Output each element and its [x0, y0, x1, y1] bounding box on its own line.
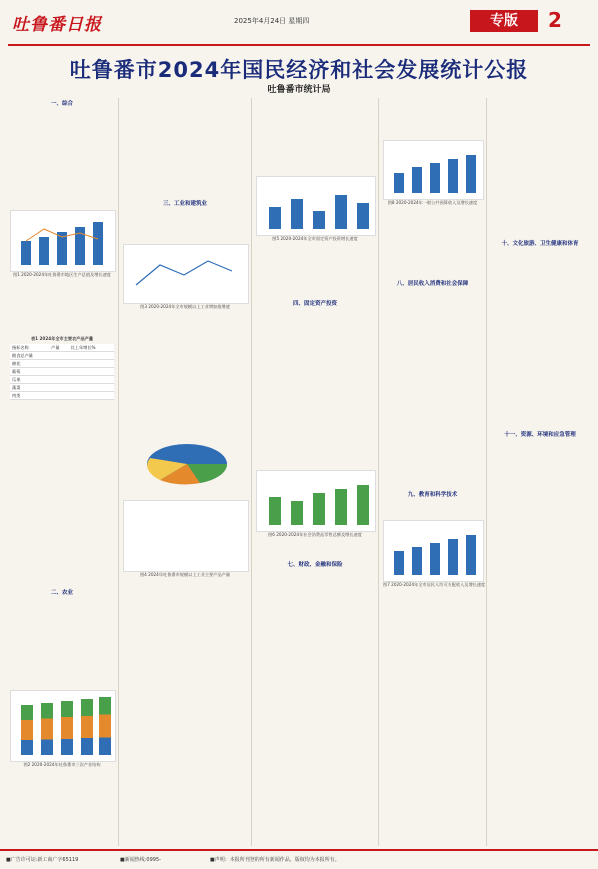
table-cell: 粮食总产量	[10, 352, 49, 360]
chart-bar	[430, 543, 440, 575]
chart-gdp	[10, 210, 116, 272]
section-heading: 一、综合	[50, 101, 73, 107]
chart-bar	[21, 705, 33, 755]
footer-statement: ■声明：本报所刊登的所有新闻作品，版权均为本报所有。	[210, 857, 340, 863]
chart-investment	[256, 176, 376, 236]
section-heading: 十、文化旅游、卫生健康和体育	[501, 241, 579, 247]
chart-growth-line	[124, 245, 248, 303]
table-row	[10, 384, 114, 392]
table-cell: 瓜果	[10, 376, 49, 384]
figure-caption: 图2 2020-2024年吐鲁番市三次产业结构	[23, 762, 101, 767]
section-tag: 专版	[470, 10, 538, 32]
column-divider	[251, 98, 252, 846]
chart-bar	[448, 159, 458, 193]
chart-bar	[81, 699, 93, 755]
paper-name: 吐鲁番日报	[12, 15, 102, 35]
section-heading: 四、固定资产投资	[292, 301, 337, 307]
pie-chart	[140, 430, 235, 490]
footer-license: ■广告许可证:新工商广字65119	[6, 857, 79, 863]
table-title: 表1 2024年全市主要农产品产量	[30, 336, 94, 341]
chart-bar	[313, 211, 325, 229]
chart-bar	[448, 539, 458, 575]
footer	[0, 849, 598, 869]
chart-bar	[357, 485, 369, 525]
table-header-row	[10, 344, 114, 352]
chart-bar	[269, 207, 281, 229]
chart-bar	[291, 199, 303, 229]
section-heading: 三、工业和建筑业	[162, 201, 207, 207]
figure-caption: 图3 2020-2024年全市规模以上工业增加值增速	[140, 304, 230, 309]
chart-bar	[430, 163, 440, 193]
chart-bar	[291, 501, 303, 525]
section-heading: 七、财政、金融和保险	[287, 562, 343, 569]
chart-bar	[466, 535, 476, 575]
table-row	[10, 352, 114, 360]
chart-products	[123, 500, 249, 572]
table-cell: 蔬菜	[10, 384, 49, 392]
table-row	[10, 360, 114, 368]
footer-hotline: ■新闻热线:0995-	[120, 857, 161, 863]
table-row	[10, 376, 114, 384]
chart-income	[383, 520, 484, 582]
column-divider	[486, 98, 487, 846]
chart-budget	[383, 140, 484, 200]
chart-bar	[357, 203, 369, 229]
chart-bar	[269, 497, 281, 525]
table-header: 产量	[49, 344, 68, 352]
chart-bar	[335, 195, 347, 229]
chart-bar	[335, 489, 347, 525]
table-header: 比上年增长%	[69, 344, 114, 352]
section-heading: 二、农业	[50, 590, 73, 597]
chart-industry-structure	[10, 690, 116, 762]
text-column-5	[489, 98, 591, 846]
page-number: 2	[548, 8, 562, 32]
column-divider	[378, 98, 379, 846]
chart-bar	[394, 551, 404, 575]
table-header: 指标名称	[10, 344, 49, 352]
table-row	[10, 392, 114, 400]
chart-retail	[256, 470, 376, 532]
text-column-4	[381, 98, 484, 846]
chart-bar	[61, 701, 73, 755]
table-row	[10, 368, 114, 376]
article-author: 吐鲁番市统计局	[267, 85, 331, 95]
section-heading: 八、居民收入消费和社会保障	[396, 281, 469, 287]
article-title: 吐鲁番市2024年国民经济和社会发展统计公报	[69, 58, 529, 82]
chart-bar	[412, 167, 422, 193]
figure-caption: 图6 2020-2024年社会消费品零售总额及增长速度	[268, 532, 362, 537]
chart-bar	[99, 697, 111, 755]
column-divider	[118, 98, 119, 846]
figure-caption: 图1 2020-2024年吐鲁番市地区生产总值及增长速度	[12, 272, 111, 277]
issue-info: 2025年4月24日 星期四	[234, 17, 310, 25]
table-cell: 棉花	[10, 360, 49, 368]
figure-caption: 图5 2020-2024年全市固定资产投资增长速度	[272, 236, 358, 241]
section-heading: 九、教育和科学技术	[407, 492, 458, 499]
chart-bar	[394, 173, 404, 193]
table-cell: 肉类	[10, 392, 49, 400]
chart-bar	[466, 155, 476, 193]
chart-industrial-growth	[123, 244, 249, 304]
table-cell: 葡萄	[10, 368, 49, 376]
section-heading: 十一、资源、环境和应急管理	[504, 432, 576, 439]
chart-bar	[313, 493, 325, 525]
chart-growth-line	[11, 211, 115, 271]
figure-caption: 图8 2020-2024年一般公共预算收入及增长速度	[387, 200, 478, 205]
figure-caption: 图4 2024年吐鲁番市规模以上工业主要产品产量	[139, 572, 231, 577]
chart-bar	[412, 547, 422, 575]
chart-pie	[140, 430, 235, 490]
chart-bar	[41, 703, 53, 755]
figure-caption: 图7 2020-2024年全市居民人均可支配收入及增长速度	[383, 582, 486, 587]
masthead	[8, 4, 590, 46]
agri-products-table	[10, 344, 114, 400]
